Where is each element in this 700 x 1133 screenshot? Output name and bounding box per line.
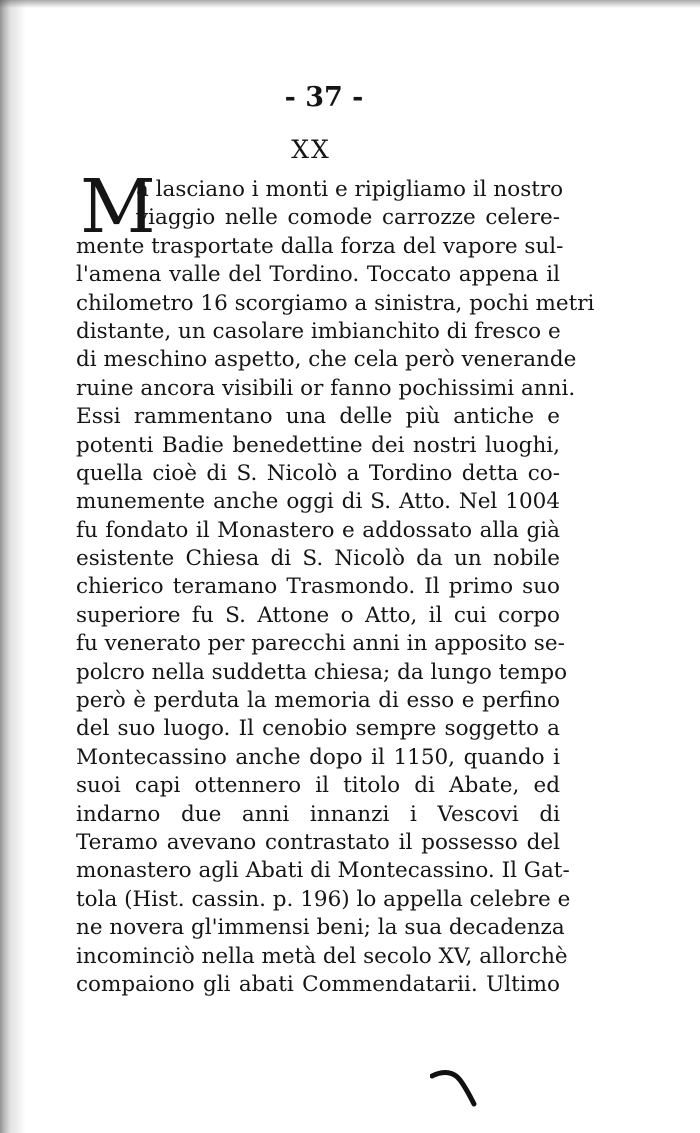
- text-line: del suo luogo. Il cenobio sempre soggetto a: [76, 716, 560, 742]
- text-line: incominciò nella metà del secolo XV, allorchè: [76, 943, 568, 969]
- text-line: tola (Hist. cassin. p. 196) lo appella celebre e: [76, 886, 571, 912]
- text-line: munemente anche oggi di S. Atto. Nel 1004: [76, 489, 560, 515]
- ink-mark: [430, 1068, 478, 1108]
- drop-cap: M: [80, 164, 156, 250]
- text-line: mente trasportate dalla forza del vapore sul-: [76, 233, 564, 259]
- text-line: fu venerato per parecchi anni in apposito se-: [76, 631, 565, 657]
- text-line: l'amena valle del Tordino. Toccato appena il: [76, 262, 560, 288]
- text-line: monastero agli Abati di Montecassino. Il Gat-: [76, 858, 570, 884]
- text-line: ruine ancora visibili or fanno pochissimi anni.: [76, 375, 576, 401]
- chapter-heading: XX: [291, 135, 331, 164]
- text-line: polcro nella suddetta chiesa; da lungo tempo: [76, 659, 568, 685]
- body-paragraph: [76, 176, 595, 999]
- text-line: compaiono gli abati Commendatarii. Ultimo: [76, 971, 560, 997]
- text-line: superiore fu S. Attone o Atto, il cui corpo: [76, 602, 560, 628]
- text-line: esistente Chiesa di S. Nicolò da un nobile: [76, 546, 560, 572]
- text-line: Montecassino anche dopo il 1150, quando i: [76, 744, 560, 770]
- text-line: distante, un casolare imbianchito di fresco e: [76, 318, 561, 344]
- text-line: indarno due anni innanzi i Vescovi di: [76, 801, 560, 827]
- text-line: viaggio nelle comode carrozze celere-: [136, 205, 560, 231]
- text-line: fu fondato il Monastero e addossato alla già: [76, 517, 560, 543]
- text-line: chierico teramano Trasmondo. Il primo suo: [76, 574, 560, 600]
- text-line: potenti Badie benedettine dei nostri luoghi,: [76, 432, 560, 458]
- text-line: però è perduta la memoria di esso e perfino: [76, 688, 560, 714]
- text-line: di meschino aspetto, che cela però venerande: [76, 347, 577, 373]
- text-line: a lasciano i monti e ripigliamo il nostro: [136, 177, 564, 202]
- page-number: - 37 -: [284, 82, 364, 113]
- text-line: Teramo avevano contrastato il possesso del: [76, 829, 560, 855]
- page-gutter-shadow: [0, 0, 26, 1133]
- text-line: quella cioè di S. Nicolò a Tordino detta co-: [76, 460, 560, 486]
- text-line: suoi capi ottennero il titolo di Abate, ed: [76, 773, 560, 799]
- page-top-edge: [0, 0, 700, 8]
- text-line: ne novera gl'immensi beni; la sua decadenza: [76, 915, 565, 941]
- text-line: Essi rammentano una delle più antiche e: [76, 404, 560, 430]
- text-line: chilometro 16 scorgiamo a sinistra, pochi metri: [76, 290, 595, 316]
